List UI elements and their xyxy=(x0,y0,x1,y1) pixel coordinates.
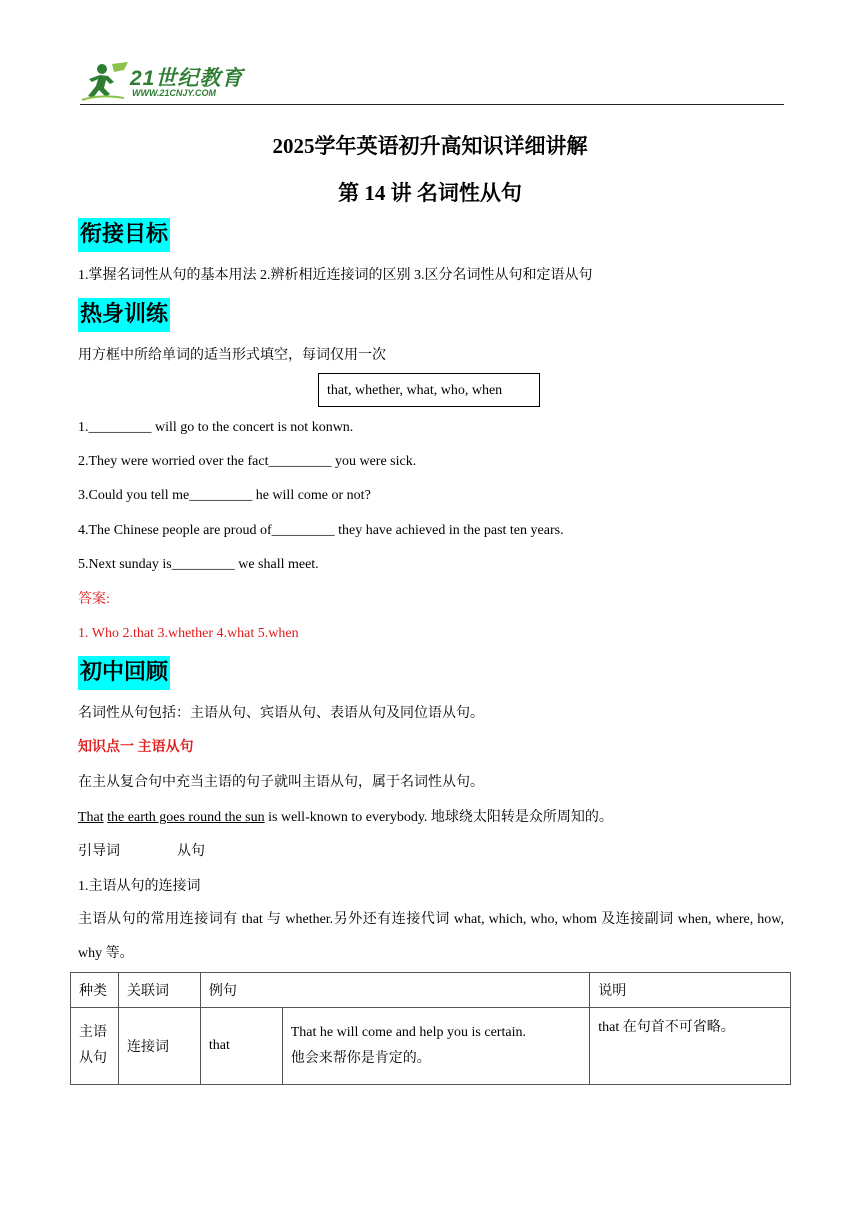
document-subtitle: 第 14 讲 名词性从句 xyxy=(338,181,522,205)
document-title: 2025学年英语初升高知识详细讲解 xyxy=(272,134,588,158)
answer-text: 1. Who 2.that 3.whether 4.what 5.when xyxy=(78,626,299,641)
table-cell-kind xyxy=(71,1008,119,1085)
runner-logo-icon xyxy=(80,60,130,102)
exercise-item: 5.Next sunday is_________ we shall meet. xyxy=(78,557,319,572)
example-chinese: 他会来帮你是肯定的。 xyxy=(290,1051,431,1066)
knowledge-point-definition: 在主从复合句中充当主语的句子就叫主语从句，属于名词性从句。 xyxy=(78,775,484,790)
connectors-paragraph: 主语从句的常用连接词有 that 与 whether.另外还有连接代词 what, which, who, whom 及连接副词 when, where, how, why 等。 xyxy=(78,912,784,961)
table-cell-word: that xyxy=(200,1008,282,1085)
header-divider xyxy=(80,104,784,105)
label-clause: 从句 xyxy=(177,844,205,859)
table-header-row xyxy=(71,973,791,1008)
kind-line: 从句 xyxy=(79,1051,107,1066)
exercise-item: 2.They were worried over the fact_________ you were sick. xyxy=(78,454,417,469)
exercise-item: 3.Could you tell me_________ he will come or not? xyxy=(78,488,371,503)
logo-text: 21世纪教育 xyxy=(130,67,244,90)
table-header-cell: 说明 xyxy=(590,973,791,1008)
table-cell-relation: 连接词 xyxy=(118,1008,200,1085)
exercise-item: 1._________ will go to the concert is not konwn. xyxy=(78,420,354,435)
answer-label: 答案: xyxy=(78,592,110,607)
sub-heading: 1.主语从句的连接词 xyxy=(78,879,201,894)
section-heading-review: 初中回顾 xyxy=(78,656,170,690)
logo-url: WWW.21CNJY.COM xyxy=(132,88,217,98)
section-heading-warmup: 热身训练 xyxy=(78,298,170,332)
knowledge-point-title: 知识点一 主语从句 xyxy=(78,740,194,755)
review-intro: 名词性从句包括：主语从句、宾语从句、表语从句及同位语从句。 xyxy=(78,706,484,721)
exercise-item: 4.The Chinese people are proud of_________ they have achieved in the past ten years. xyxy=(78,523,564,538)
example-clause: the earth goes round the sun xyxy=(107,810,265,825)
goals-text: 1.掌握名词性从句的基本用法 2.辨析相近连接词的区别 3.区分名词性从句和定语从句 xyxy=(78,268,593,283)
table-header-cell: 例句 xyxy=(200,973,589,1008)
table-cell-example xyxy=(282,1008,590,1085)
word-box: that, whether, what, who, when xyxy=(318,373,540,407)
grammar-table xyxy=(70,972,791,1085)
table-row xyxy=(71,1008,791,1085)
section-heading-goals: 衔接目标 xyxy=(78,218,170,252)
table-cell-note: that 在句首不可省略。 xyxy=(590,1008,791,1085)
example-sentence xyxy=(78,808,613,828)
label-connector: 引导词 xyxy=(78,844,120,859)
example-connector: That xyxy=(78,810,104,825)
table-header-cell: 关联词 xyxy=(118,973,200,1008)
site-logo xyxy=(80,60,260,104)
example-labels xyxy=(78,842,205,862)
example-english: That he will come and help you is certain. xyxy=(290,1025,526,1040)
kind-line: 主语 xyxy=(79,1025,107,1040)
example-rest: is well-known to everybody. 地球绕太阳转是众所周知的。 xyxy=(264,810,613,825)
warmup-instruction: 用方框中所给单词的适当形式填空，每词仅用一次 xyxy=(78,348,386,363)
table-header-cell: 种类 xyxy=(71,973,119,1008)
